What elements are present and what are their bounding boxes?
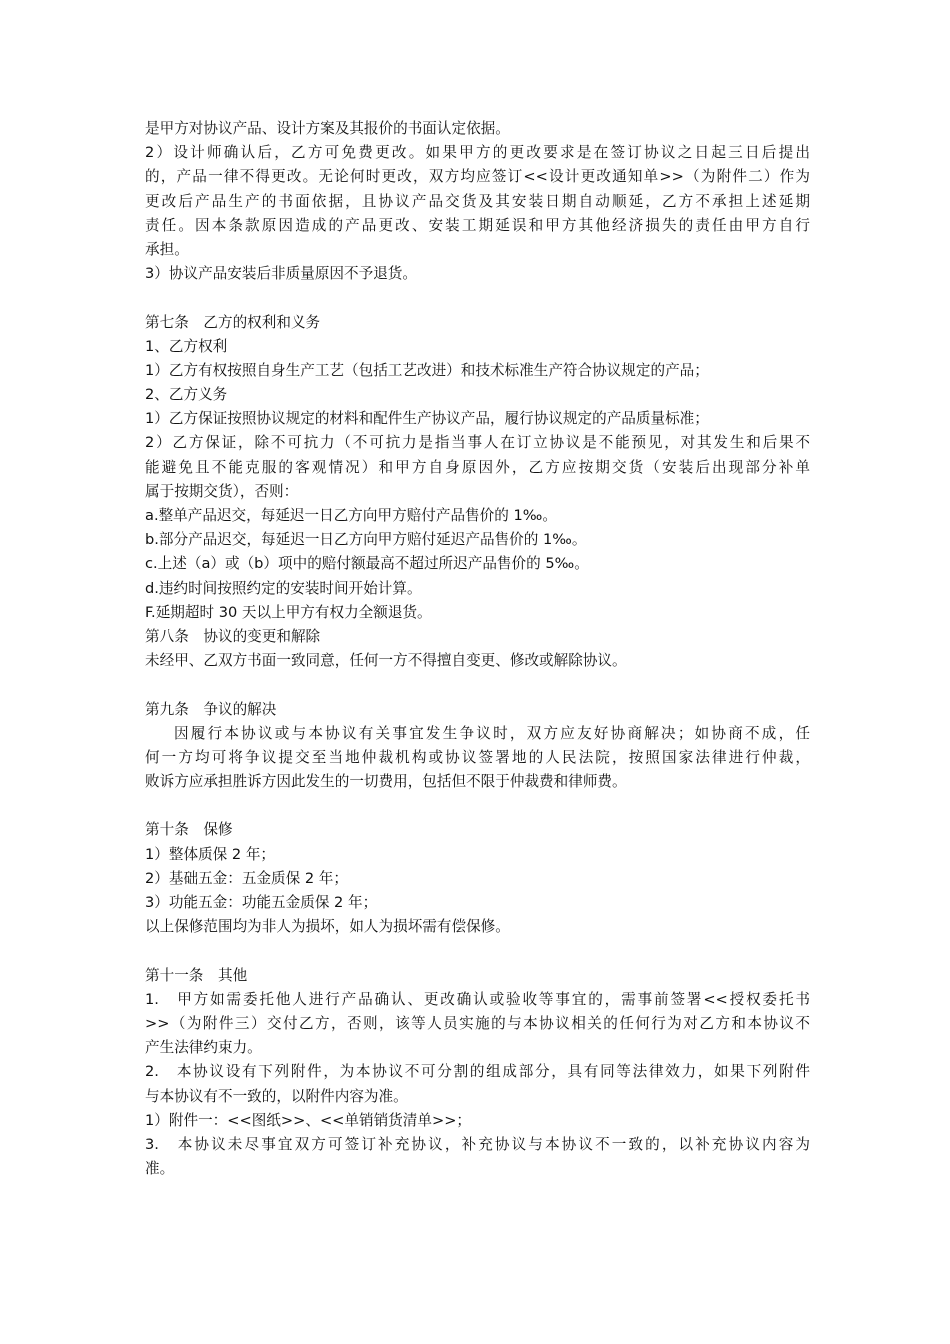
text-line: b.部分产品迟交，每延迟一日乙方向甲方赔付延迟产品售价的 1‰。 — [145, 531, 587, 549]
paragraph — [145, 818, 810, 842]
text-line: a.整单产品迟交，每延迟一日乙方向甲方赔付产品售价的 1‰。 — [145, 507, 557, 524]
paragraph — [145, 141, 810, 262]
paragraph — [145, 698, 810, 722]
paragraph — [145, 431, 810, 504]
text-line: 承担。 — [145, 240, 189, 258]
blank-line — [145, 286, 810, 310]
text-line: 1）乙方有权按照自身生产工艺（包括工艺改进）和技术标准生产符合协议规定的产品； — [145, 361, 709, 379]
blank-line — [145, 673, 810, 697]
text-line: 第十一条 其他 — [145, 966, 248, 984]
text-line: 1. 甲方如需委托他人进行产品确认、更改确认或验收等事宜的，需事前签署<<授权委托书 — [145, 990, 810, 1008]
paragraph — [145, 262, 810, 286]
paragraph — [145, 1060, 810, 1108]
paragraph — [145, 722, 810, 795]
paragraph — [145, 964, 810, 988]
text-line: 第十条 保修 — [145, 821, 233, 839]
text-line: 败诉方应承担胜诉方因此发生的一切费用，包括但不限于仲裁费和律师费。 — [145, 773, 627, 791]
paragraph — [145, 625, 810, 649]
text-line: 3）功能五金：功能五金质保 2 年； — [145, 894, 378, 911]
text-line: 2. 本协议设有下列附件，为本协议不可分割的组成部分，具有同等法律效力，如果下列附件 — [145, 1063, 810, 1081]
text-line: 1）附件一：<<图纸>>、<<单销销货清单>>； — [145, 1111, 472, 1129]
text-line: 能避免且不能克服的客观情况）和甲方自身原因外，乙方应按期交货（安装后出现部分补单 — [145, 458, 810, 476]
text-line: 以上保修范围均为非人为损坏，如人为损坏需有偿保修。 — [145, 918, 510, 936]
text-line: 3. 本协议未尽事宜双方可签订补充协议，补充协议与本协议不一致的，以补充协议内容为 — [145, 1135, 810, 1153]
paragraph — [145, 335, 810, 359]
text-line: 属于按期交货），否则： — [145, 482, 299, 500]
text-line: 的，产品一律不得更改。无论何时更改，双方均应签订<<设计更改通知单>>（为附件二）作为 — [145, 168, 810, 186]
text-line: c.上述（a）或（b）项中的赔付额最高不超过所迟产品售价的 5‰。 — [145, 555, 589, 573]
paragraph — [145, 1109, 810, 1133]
text-line: 第八条 协议的变更和解除 — [145, 627, 321, 645]
text-line: 准。 — [145, 1160, 175, 1178]
text-line: 2、乙方义务 — [145, 386, 228, 404]
paragraph — [145, 649, 810, 673]
text-line: 何一方均可将争议提交至当地仲裁机构或协议签署地的人民法院，按照国家法律进行仲裁， — [145, 748, 810, 766]
text-line: 3）协议产品安装后非质量原因不予退货。 — [145, 265, 417, 283]
paragraph — [145, 383, 810, 407]
text-line: 1、乙方权利 — [145, 337, 228, 355]
document-page — [145, 117, 810, 1181]
text-line: 第九条 争议的解决 — [145, 700, 277, 718]
paragraph — [145, 867, 810, 891]
paragraph — [145, 843, 810, 867]
paragraph — [145, 528, 810, 552]
paragraph — [145, 552, 810, 576]
text-line: 1）整体质保 2 年； — [145, 845, 276, 863]
text-line: d.违约时间按照约定的安装时间开始计算。 — [145, 579, 422, 597]
text-line: F.延期超时 30 天以上甲方有权力全额退货。 — [145, 603, 432, 621]
text-line: 是甲方对协议产品、设计方案及其报价的书面认定依据。 — [145, 120, 510, 137]
text-line: 因履行本协议或与本协议有关事宜发生争议时，双方应友好协商解决；如协商不成，任 — [174, 724, 810, 742]
text-line: 责任。因本条款原因造成的产品更改、安装工期延误和甲方其他经济损失的责任由甲方自行 — [145, 216, 810, 234]
text-line: 第七条 乙方的权利和义务 — [145, 313, 321, 331]
paragraph — [145, 311, 810, 335]
paragraph — [145, 1133, 810, 1181]
text-line: 2）乙方保证，除不可抗力（不可抗力是指当事人在订立协议是不能预见，对其发生和后果不 — [145, 434, 810, 452]
paragraph — [145, 359, 810, 383]
paragraph — [145, 601, 810, 625]
text-line: 产生法律约束力。 — [145, 1039, 262, 1057]
paragraph — [145, 915, 810, 939]
paragraph — [145, 577, 810, 601]
text-line: 1）乙方保证按照协议规定的材料和配件生产协议产品，履行协议规定的产品质量标准； — [145, 410, 709, 428]
text-line: >>（为附件三）交付乙方，否则，该等人员实施的与本协议相关的任何行为对乙方和本协议不 — [145, 1014, 810, 1032]
paragraph — [145, 988, 810, 1061]
blank-line — [145, 939, 810, 963]
paragraph — [145, 117, 810, 141]
paragraph — [145, 891, 810, 915]
text-line: 未经甲、乙双方书面一致同意，任何一方不得擅自变更、修改或解除协议。 — [145, 652, 627, 670]
text-line: 更改后产品生产的书面依据，且协议产品交货及其安装日期自动顺延，乙方不承担上述延期 — [145, 192, 810, 210]
paragraph — [145, 504, 810, 528]
blank-line — [145, 794, 810, 818]
paragraph — [145, 407, 810, 431]
text-line: 与本协议有不一致的，以附件内容为准。 — [145, 1087, 408, 1105]
text-line: 2）设计师确认后，乙方可免费更改。如果甲方的更改要求是在签订协议之日起三日后提出 — [145, 144, 810, 162]
text-line: 2）基础五金：五金质保 2 年； — [145, 869, 348, 887]
